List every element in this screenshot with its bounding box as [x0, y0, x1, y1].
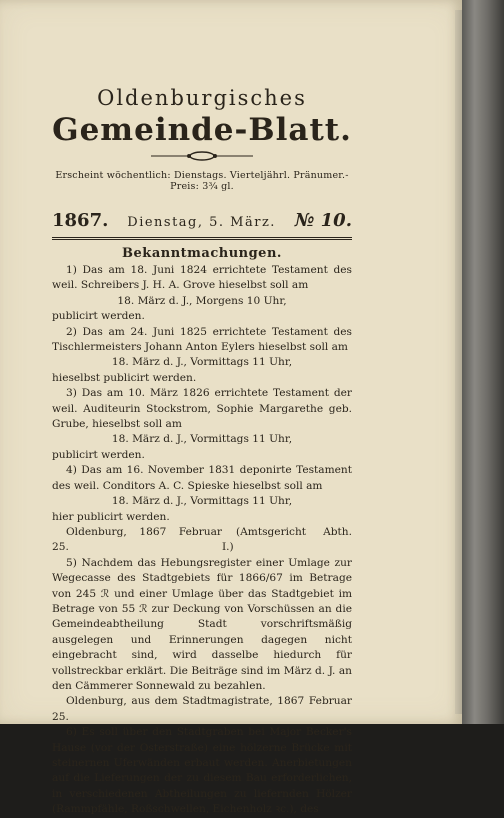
notice-6-text: 6) Es soll über den Stadtgraben bei Major Becker's Hause (vor der Osterstraße) eine hölzerne Brücke mit steinernen Uferwänden erbaut werden. Anerbietungen auf die Lieferungen der zu diesem Bau erforderlichen, in verschiedenen Abtheilungen zu liefernden Hölzer (Rammpfähle, Roßschwellen, Eichenholz ꝛc.), des: [52, 726, 352, 816]
ornament-divider-icon: [147, 150, 257, 162]
issue-number: № 10.: [294, 210, 352, 231]
dateline: [52, 210, 352, 240]
notice-4-end: hier publicirt werden.: [52, 510, 170, 523]
notice-1-end: publicirt werden.: [52, 310, 145, 323]
masthead-title: Gemeinde-Blatt.: [52, 112, 352, 148]
signature-1-place: Oldenburg, 1867 Februar 25.: [52, 525, 222, 554]
notice-1-text: 1) Das am 18. Juni 1824 errichtete Testament des weil. Schreibers J. H. A. Grove hieselbst soll am: [52, 264, 352, 292]
notice-5-text: 5) Nachdem das Hebungsregister einer Umlage zur Wegecasse des Stadtgebiets für 1866/67 im Betrage von 245 ℛ und einer Umlage über das Stadtgebiet im Betrage von 55 ℛ zur Deckung von Vorschüssen an die Gemeindeabtheilung Stadt vorschriftsmäßig ausgelegen und Erinnerungen dagegen nicht eingebracht sind, wird dasselbe hiedurch für vollstreckbar erklärt. Die Beiträge sind im März d. J. an den Cämmerer Sonnewald zu bezahlen.: [52, 556, 352, 692]
book-spine: [462, 0, 504, 724]
signature-2: Oldenburg, aus dem Stadtmagistrate, 1867 Februar 25.: [52, 695, 352, 723]
notice-2-text: 2) Das am 24. Juni 1825 errichtete Testament des Tischlermeisters Johann Anton Eylers hieselbst soll am: [52, 325, 352, 354]
section-heading: Bekanntmachungen.: [122, 246, 282, 261]
masthead-pretitle: Oldenburgisches: [97, 86, 307, 110]
notice-3-end: publicirt werden.: [52, 448, 145, 461]
notice-3-date: 18. März d. J., Vormittags 11 Uhr,: [111, 433, 293, 446]
notices-body: [52, 263, 352, 818]
masthead-info: Erscheint wöchentlich: Dienstags. Vierteljährl. Pränumer.-Preis: 3¾ gl.: [55, 170, 349, 192]
signature-1: [52, 525, 352, 556]
issue-date: Dienstag, 5. März.: [127, 215, 276, 230]
notice-4-date: 18. März d. J., Vormittags 11 Uhr,: [111, 495, 293, 508]
notice-4-text: 4) Das am 16. November 1831 deponirte Testament des weil. Conditors A. C. Spieske hieselbst soll am: [52, 464, 352, 492]
signature-1-office: (Amtsgericht Abth. I.): [222, 525, 352, 554]
notice-2-end: hieselbst publicirt werden.: [52, 371, 197, 384]
issue-year: 1867.: [52, 210, 109, 231]
notice-2-date: 18. März d. J., Vormittags 11 Uhr,: [111, 356, 293, 369]
page-content: [52, 80, 352, 818]
notice-1-date: 18. März d. J., Morgens 10 Uhr,: [117, 294, 287, 307]
notice-3-text: 3) Das am 10. März 1826 errichtete Testament der weil. Auditeurin Stockstrom, Sophie Margarethe geb. Grube, hieselbst soll am: [52, 387, 352, 431]
